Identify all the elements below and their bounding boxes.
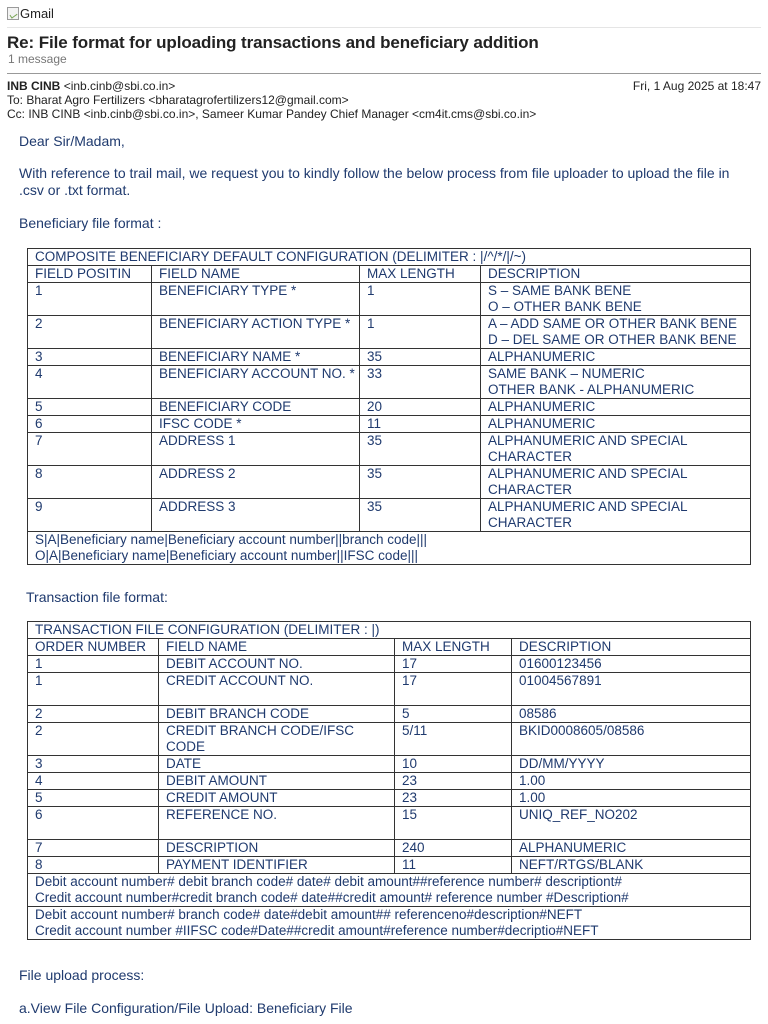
table-cell: 33 [360, 366, 481, 399]
table-cell: BENEFICIARY CODE [152, 399, 360, 416]
column-header: FIELD POSITIN [28, 266, 152, 283]
table-row [28, 399, 751, 416]
table-cell: 35 [360, 433, 481, 466]
table-cell: ADDRESS 3 [152, 499, 360, 532]
table-cell: 7 [28, 433, 152, 466]
sent-date: Fri, 1 Aug 2025 at 18:47 [632, 79, 761, 93]
cell-line: OTHER BANK - ALPHANUMERIC [488, 382, 695, 397]
table-cell: 4 [28, 773, 159, 790]
table-cell: 17 [395, 656, 512, 673]
table-cell: 08586 [512, 706, 751, 723]
table-cell: ALPHANUMERIC AND SPECIAL CHARACTER [481, 466, 751, 499]
table-row [28, 433, 751, 466]
table-cell: BENEFICIARY ACTION TYPE * [152, 316, 360, 349]
table-cell: BENEFICIARY ACCOUNT NO. * [152, 366, 360, 399]
table-cell: ADDRESS 2 [152, 466, 360, 499]
table-cell: BENEFICIARY TYPE * [152, 283, 360, 316]
upload-process-heading: File upload process: [19, 967, 145, 983]
table-cell: 1 [28, 673, 159, 706]
column-header: MAX LENGTH [395, 639, 512, 656]
table-cell: 35 [360, 349, 481, 366]
table-cell: 1 [28, 656, 159, 673]
table-cell: DESCRIPTION [159, 840, 395, 857]
intro-paragraph: With reference to trail mail, we request you to kindly follow the below process from file uploader to upload the file in .csv or .txt format. [19, 165, 730, 198]
table-cell: CREDIT ACCOUNT NO. [159, 673, 395, 706]
table-cell: 01600123456 [512, 656, 751, 673]
table-cell: 11 [360, 416, 481, 433]
table-cell: NEFT/RTGS/BLANK [512, 857, 751, 874]
table-cell: 01004567891 [512, 673, 751, 706]
table-cell: DATE [159, 756, 395, 773]
table-row [28, 790, 751, 807]
table-cell: 5 [28, 790, 159, 807]
table-cell: 3 [28, 349, 152, 366]
table-cell: DD/MM/YYYY [512, 756, 751, 773]
table-title: TRANSACTION FILE CONFIGURATION (DELIMITER : |) [28, 622, 751, 639]
table-cell: 240 [395, 840, 512, 857]
table-cell: ALPHANUMERIC [481, 349, 751, 366]
table-cell: ALPHANUMERIC AND SPECIAL CHARACTER [481, 433, 751, 466]
message-count: 1 message [8, 52, 67, 66]
table-cell: UNIQ_REF_NO202 [512, 807, 751, 840]
column-header: MAX LENGTH [360, 266, 481, 283]
table-cell: 35 [360, 466, 481, 499]
table-cell: 1 [360, 316, 481, 349]
table-row [28, 773, 751, 790]
table-cell [481, 366, 751, 399]
table-row [28, 723, 751, 756]
table-cell: 1.00 [512, 773, 751, 790]
table-cell: PAYMENT IDENTIFIER [159, 857, 395, 874]
example-row [28, 874, 751, 907]
email-subject: Re: File format for uploading transactions and beneficiary addition [7, 33, 539, 52]
table-cell: 8 [28, 466, 152, 499]
table-cell: DEBIT ACCOUNT NO. [159, 656, 395, 673]
table-cell: 6 [28, 416, 152, 433]
cell-line: S – SAME BANK BENE [488, 283, 632, 298]
example-line: Credit account number#credit branch code# date##credit amount# reference number #Description# [35, 890, 629, 905]
table-cell: 15 [395, 807, 512, 840]
table-cell: IFSC CODE * [152, 416, 360, 433]
table-cell: 7 [28, 840, 159, 857]
column-header: DESCRIPTION [512, 639, 751, 656]
gmail-logo-alt-text: Gmail [20, 5, 54, 21]
table-cell: DEBIT AMOUNT [159, 773, 395, 790]
table-cell: 5 [28, 399, 152, 416]
table-title: COMPOSITE BENEFICIARY DEFAULT CONFIGURATION (DELIMITER : |/^/*/|/~) [28, 249, 751, 266]
example-row [28, 532, 751, 565]
example-cell [28, 874, 751, 907]
gmail-logo [7, 5, 54, 21]
sender-email[interactable]: <inb.cinb@sbi.co.in> [63, 79, 176, 93]
example-line: S|A|Beneficiary name|Beneficiary account number||branch code||| [35, 532, 428, 547]
table-cell: DEBIT BRANCH CODE [159, 706, 395, 723]
table-header-row [28, 639, 751, 656]
table-cell: 10 [395, 756, 512, 773]
table-cell: ALPHANUMERIC [512, 840, 751, 857]
table-row [28, 656, 751, 673]
cell-line: D – DEL SAME OR OTHER BANK BENE [488, 332, 737, 347]
transaction-config-table [27, 621, 751, 940]
example-line: Debit account number# branch code# date#debit amount## referenceno#description#NEFT [35, 907, 583, 922]
table-cell: 9 [28, 499, 152, 532]
table-cell: 3 [28, 756, 159, 773]
table-cell: 2 [28, 316, 152, 349]
column-header: DESCRIPTION [481, 266, 751, 283]
divider [7, 27, 761, 28]
example-cell [28, 907, 751, 940]
column-header: ORDER NUMBER [28, 639, 159, 656]
table-cell: ALPHANUMERIC AND SPECIAL CHARACTER [481, 499, 751, 532]
upload-step-a: a.View File Configuration/File Upload: Beneficiary File [19, 1000, 353, 1016]
divider [7, 73, 761, 74]
table-row [28, 857, 751, 874]
table-row [28, 706, 751, 723]
greeting: Dear Sir/Madam, [19, 133, 125, 149]
table-cell: BKID0008605/08586 [512, 723, 751, 756]
table-cell: 20 [360, 399, 481, 416]
table-cell: 23 [395, 790, 512, 807]
to-recipients: To: Bharat Agro Fertilizers <bharatagrofertilizers12@gmail.com> [7, 93, 349, 107]
table-cell: CREDIT AMOUNT [159, 790, 395, 807]
table-cell: ALPHANUMERIC [481, 416, 751, 433]
table-row [28, 349, 751, 366]
table-cell: 35 [360, 499, 481, 532]
table-title-row [28, 622, 751, 639]
table-cell: 2 [28, 706, 159, 723]
table-row [28, 283, 751, 316]
table-cell: 5 [395, 706, 512, 723]
table-cell: 2 [28, 723, 159, 756]
column-header: FIELD NAME [159, 639, 395, 656]
table-cell: REFERENCE NO. [159, 807, 395, 840]
broken-image-icon [7, 7, 19, 20]
example-line: Debit account number# debit branch code# date# debit amount##reference number# descriptiont# [35, 874, 622, 889]
table-cell: ALPHANUMERIC [481, 399, 751, 416]
table-row [28, 499, 751, 532]
table-cell: CREDIT BRANCH CODE/IFSC CODE [159, 723, 395, 756]
sender-name: INB CINB [7, 79, 61, 93]
table-row [28, 840, 751, 857]
table-cell: 6 [28, 807, 159, 840]
table-title-row [28, 249, 751, 266]
table-row [28, 366, 751, 399]
table-cell: 8 [28, 857, 159, 874]
cell-line: A – ADD SAME OR OTHER BANK BENE [488, 316, 738, 331]
table-cell: 1.00 [512, 790, 751, 807]
beneficiary-format-heading: Beneficiary file format : [19, 215, 162, 231]
example-line: Credit account number #IIFSC code#Date##credit amount#reference number#decriptio#NEFT [35, 923, 599, 938]
table-row [28, 316, 751, 349]
table-cell: 23 [395, 773, 512, 790]
table-cell: 5/11 [395, 723, 512, 756]
table-cell: 17 [395, 673, 512, 706]
table-cell: 1 [360, 283, 481, 316]
table-cell [481, 283, 751, 316]
beneficiary-config-table [27, 248, 751, 565]
transaction-format-heading: Transaction file format: [26, 589, 168, 605]
sender [7, 79, 175, 93]
example-cell [28, 532, 751, 565]
column-header: FIELD NAME [152, 266, 360, 283]
table-row [28, 807, 751, 840]
cc-recipients: Cc: INB CINB <inb.cinb@sbi.co.in>, Sameer Kumar Pandey Chief Manager <cm4it.cms@sbi.co.in> [7, 107, 537, 121]
table-cell: 4 [28, 366, 152, 399]
cell-line: SAME BANK – NUMERIC [488, 366, 645, 381]
table-row [28, 466, 751, 499]
table-row [28, 416, 751, 433]
table-header-row [28, 266, 751, 283]
table-cell: 11 [395, 857, 512, 874]
table-cell: 1 [28, 283, 152, 316]
example-row [28, 907, 751, 940]
table-cell [481, 316, 751, 349]
example-line: O|A|Beneficiary name|Beneficiary account number||IFSC code||| [35, 548, 418, 563]
table-cell: BENEFICIARY NAME * [152, 349, 360, 366]
table-cell: ADDRESS 1 [152, 433, 360, 466]
cell-line: O – OTHER BANK BENE [488, 299, 642, 314]
table-row [28, 673, 751, 706]
table-row [28, 756, 751, 773]
